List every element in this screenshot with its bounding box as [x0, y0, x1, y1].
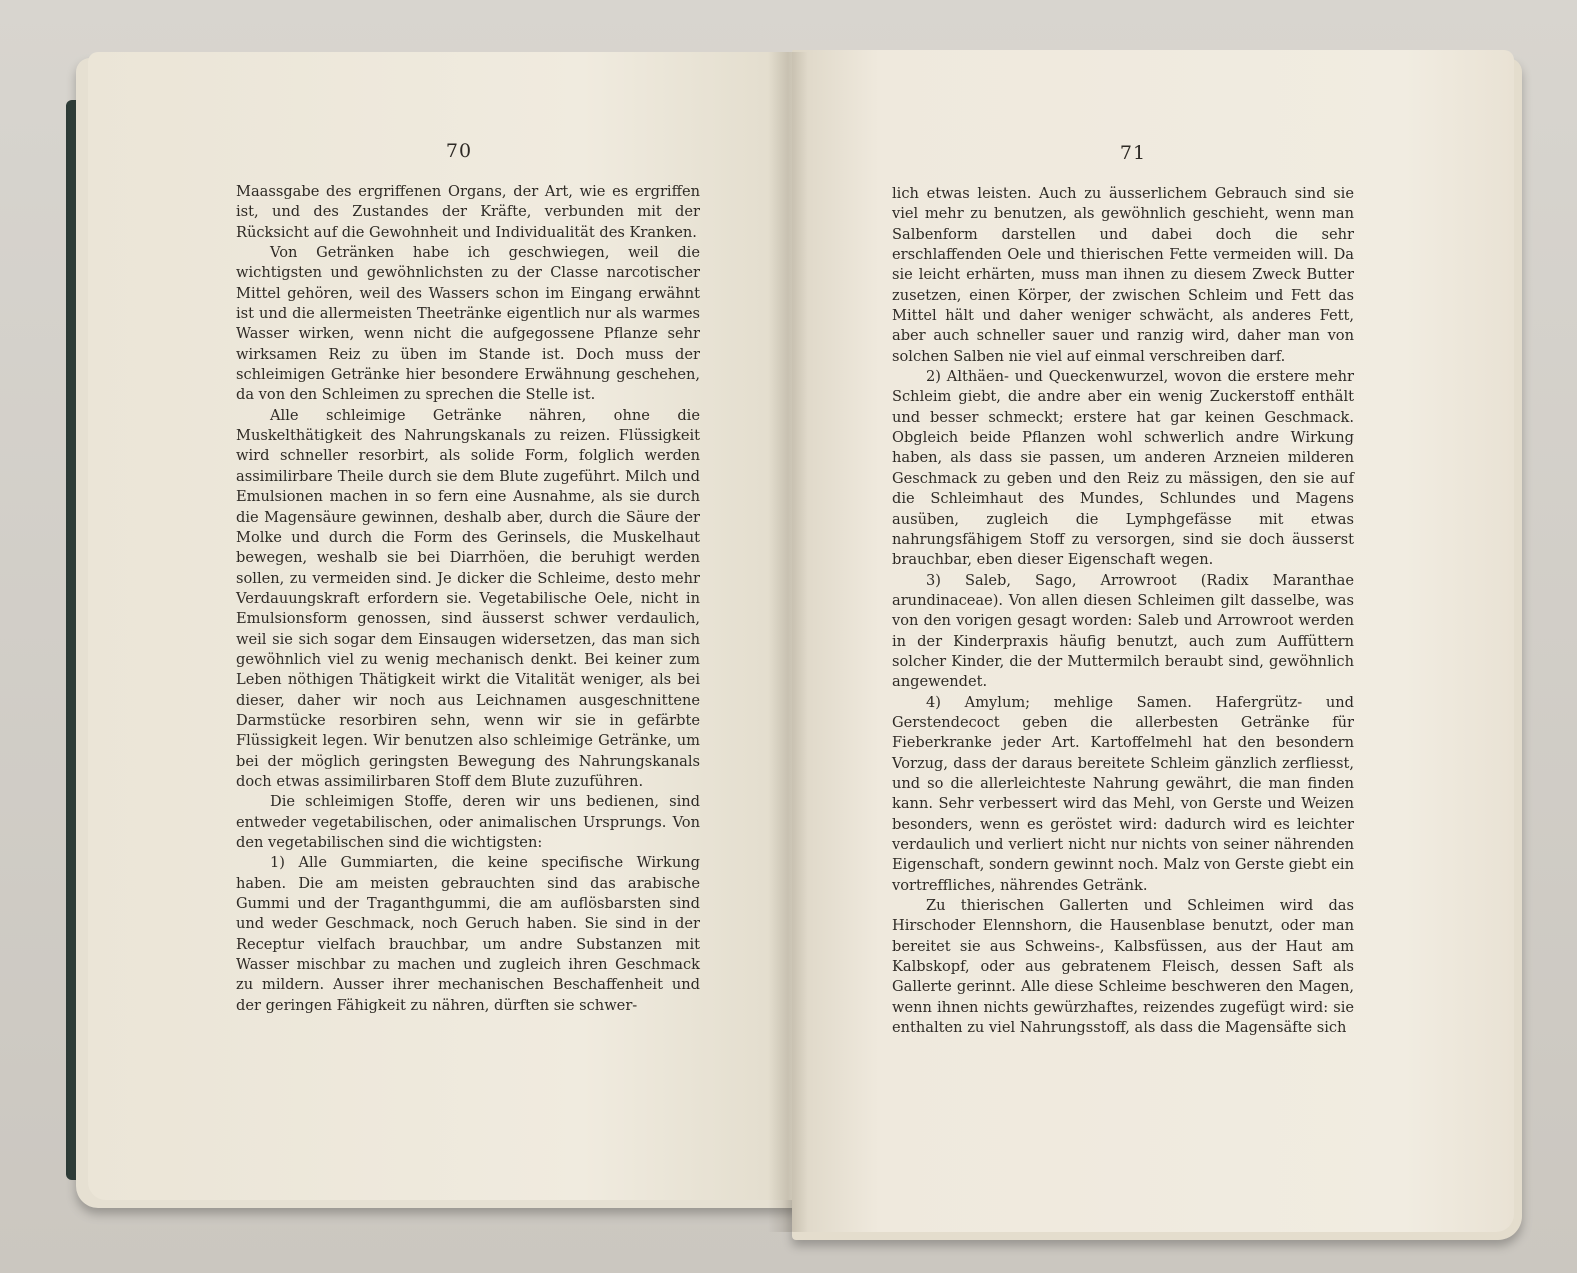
paragraph: lich etwas leisten. Auch zu äusserlichem Gebrauch sind sie viel mehr zu benutzen, als gewöhnlich geschieht, wenn man Salbenform darstellen und dabei doch die sehr erschlaffenden Oele und thierischen Fette vermeiden will. Da sie leicht erhärten, muss man ihnen zu diesem Zweck Butter zusetzen, einen Körper, der zwischen Schleim und Fett das Mittel hält und daher weniger schwächt, als anderes Fett, aber auch schneller sauer und ranzig wird, daher man von solchen Salben nie viel auf einmal verschreiben darf. [892, 185, 1354, 365]
right-page [792, 50, 1514, 1232]
left-page-body [236, 182, 700, 1016]
page-number-right: 71 [1119, 142, 1147, 164]
paragraph: 3) Saleb, Sago, Arrowroot (Radix Maranthae arundinaceae). Von allen diesen Schleimen gilt dasselbe, was von den vorigen gesagt worden: Saleb und Arrowroot werden in der Kinderpraxis häufig benutzt, auch zum Auffüttern solcher Kinder, die der Muttermilch beraubt sind, gewöhnlich angewendet. [892, 571, 1354, 691]
right-page-body [892, 184, 1354, 1038]
paragraph: 4) Amylum; mehlige Samen. Hafergrütz- und Gerstendecoct geben die allerbesten Getränke für Fieberkranke jeder Art. Kartoffelmehl hat den besondern Vorzug, dass der daraus bereitete Schleim gänzlich zerfliesst, und so die allerleichteste Nahrung gewährt, die man finden kann. Sehr verbessert wird das Mehl, von Gerste und Weizen besonders, wenn es geröstet wird: dadurch wird es leichter verdaulich und verliert nicht nur nichts von seiner nährenden Eigenschaft, sondern gewinnt noch. Malz von Gerste giebt ein vortreffliches, nährendes Getränk. [892, 693, 1354, 894]
paragraph: Alle schleimige Getränke nähren, ohne die Muskelthätigkeit des Nahrungskanals zu reizen. Flüssigkeit wird schneller resorbirt, als solide Form, folglich werden assimilirbare Theile durch sie dem Blute zugeführt. Milch und Emulsionen machen in so fern eine Ausnahme, als sie durch die Magensäure gewinnen, deshalb aber, durch die Säure der Molke und durch die Form des Gerinsels, die Muskelhaut bewegen, weshalb sie bei Diarrhöen, die beruhigt werden sollen, zu vermeiden sind. Je dicker die Schleime, desto mehr Verdauungskraft erfordern sie. Vegetabilische Oele, nicht in Emulsionsform genossen, sind äusserst schwer verdaulich, weil sie sich sogar dem Einsaugen widersetzen, das man sich gewöhnlich viel zu wenig mechanisch denkt. Bei keiner zum Leben nöthigen Thätigkeit wirkt die Vitalität weniger, als bei dieser, daher wir noch aus Leichnamen ausgeschnittene Darmstücke resorbiren sehn, wenn wir sie in gefärbte Flüssigkeit legen. Wir benutzen also schleimige Getränke, um bei der möglich geringsten Bewegung des Nahrungskanals doch etwas assimilirbaren Stoff dem Blute zuzuführen. [236, 406, 700, 790]
paragraph: Die schleimigen Stoffe, deren wir uns bedienen, sind entweder vegetabilischen, oder animalischen Ursprungs. Von den vegetabilischen sind die wichtigsten: [236, 793, 700, 851]
paragraph: 1) Alle Gummiarten, die keine specifische Wirkung haben. Die am meisten gebrauchten sind das arabische Gummi und der Traganthgummi, die am auflösbarsten sind und weder Geschmack, noch Geruch haben. Sie sind in der Receptur vielfach brauchbar, um andre Substanzen mit Wasser mischbar zu machen und zugleich ihren Geschmack zu mildern. Ausser ihrer mechanischen Beschaffenheit und der geringen Fähigkeit zu nähren, dürften sie schwer- [236, 854, 700, 1014]
book-gutter [768, 52, 808, 1232]
left-page [88, 52, 796, 1200]
paragraph: Maassgabe des ergriffenen Organs, der Art, wie es ergriffen ist, und des Zustandes der Kräfte, verbunden mit der Rücksicht auf die Gewohnheit und Individualität des Kranken. [236, 183, 700, 241]
paragraph: 2) Althäen- und Queckenwurzel, wovon die erstere mehr Schleim giebt, die andre aber ein wenig Zuckerstoff enthält und besser schmeckt; erstere hat gar keinen Geschmack. Obgleich beide Pflanzen wohl schwerlich andre Wirkung haben, als dass sie passen, um anderen Arzneien milderen Geschmack zu geben und den Reiz zu mässigen, den sie auf die Schleimhaut des Mundes, Schlundes und Magens ausüben, zugleich die Lymphgefässe mit etwas nahrungsfähigem Stoff zu versorgen, sind sie doch äusserst brauchbar, eben dieser Eigenschaft wegen. [892, 368, 1354, 569]
paragraph: Zu thierischen Gallerten und Schleimen wird das Hirschoder Elennshorn, die Hausenblase benutzt, oder man bereitet sie aus Schweins-, Kalbsfüssen, aus der Haut am Kalbskopf, oder aus gebratenem Fleisch, dessen Saft als Gallerte gerinnt. Alle diese Schleime beschweren den Magen, wenn ihnen nichts gewürzhaftes, reizendes zugefügt wird: sie enthalten zu viel Nahrungsstoff, als dass die Magensäfte sich [892, 897, 1354, 1037]
page-number-left: 70 [445, 140, 473, 162]
paragraph: Von Getränken habe ich geschwiegen, weil die wichtigsten und gewöhnlichsten zu der Classe narcotischer Mittel gehören, weil des Wassers schon im Eingang erwähnt ist und die allermeisten Theetränke eigentlich nur als warmes Wasser wirken, wenn nicht die aufgegossene Pflanze sehr wirksamen Reiz zu üben im Stande ist. Doch muss der schleimigen Getränke hier besondere Erwähnung geschehen, da von den Schleimen zu sprechen die Stelle ist. [236, 244, 700, 404]
